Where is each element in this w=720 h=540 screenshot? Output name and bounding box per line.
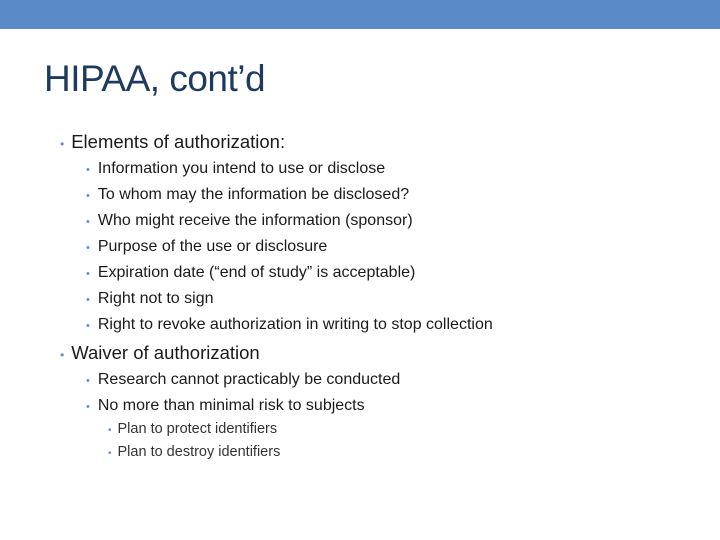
bullet-icon: • [86,401,90,413]
sub-sub-bullet-text: Plan to protect identifiers [117,421,278,437]
sub-bullet-text: Expiration date (“end of study” is acceptable) [97,264,416,281]
sub-bullet-text: Purpose of the use or disclosure [97,238,328,255]
bullet-icon: • [86,294,90,306]
bullet-icon: • [60,348,65,362]
bullet-icon: • [86,375,90,387]
bullet-icon: • [86,268,90,280]
bullet-icon: • [108,448,112,459]
slide-title: HIPAA, cont’d [44,58,266,99]
sub-bullet [86,371,400,389]
sub-sub-bullet [108,421,277,437]
bullet-text: Elements of authorization: [71,131,286,152]
sub-bullet [86,186,409,204]
sub-sub-bullet-text: Plan to destroy identifiers [117,444,281,460]
sub-bullet-text: Right not to sign [97,290,214,307]
sub-bullet [86,397,365,415]
sub-bullet-text: Information you intend to use or disclose [97,160,386,177]
bullet-waiver-of-authorization [60,342,260,364]
sub-bullet-text: Right to revoke authorization in writing to stop collection [97,316,493,333]
sub-bullet-text: To whom may the information be disclosed? [97,186,410,203]
sub-bullet-text: Who might receive the information (sponsor) [97,212,413,229]
bullet-icon: • [86,320,90,332]
sub-bullet-text: Research cannot practicably be conducted [97,371,401,388]
sub-sub-bullet [108,444,280,460]
top-accent-band [0,0,720,29]
bullet-icon: • [86,216,90,228]
sub-bullet [86,160,385,178]
bullet-text: Waiver of authorization [71,342,260,363]
bullet-icon: • [86,164,90,176]
sub-bullet [86,238,327,256]
bullet-elements-of-authorization [60,131,285,153]
bullet-icon: • [86,190,90,202]
bullet-icon: • [86,242,90,254]
sub-bullet [86,212,413,230]
sub-bullet [86,316,493,334]
sub-bullet [86,290,213,308]
sub-bullet [86,264,415,282]
sub-bullet-text: No more than minimal risk to subjects [97,397,365,414]
bullet-icon: • [108,425,112,436]
bullet-icon: • [60,137,65,151]
